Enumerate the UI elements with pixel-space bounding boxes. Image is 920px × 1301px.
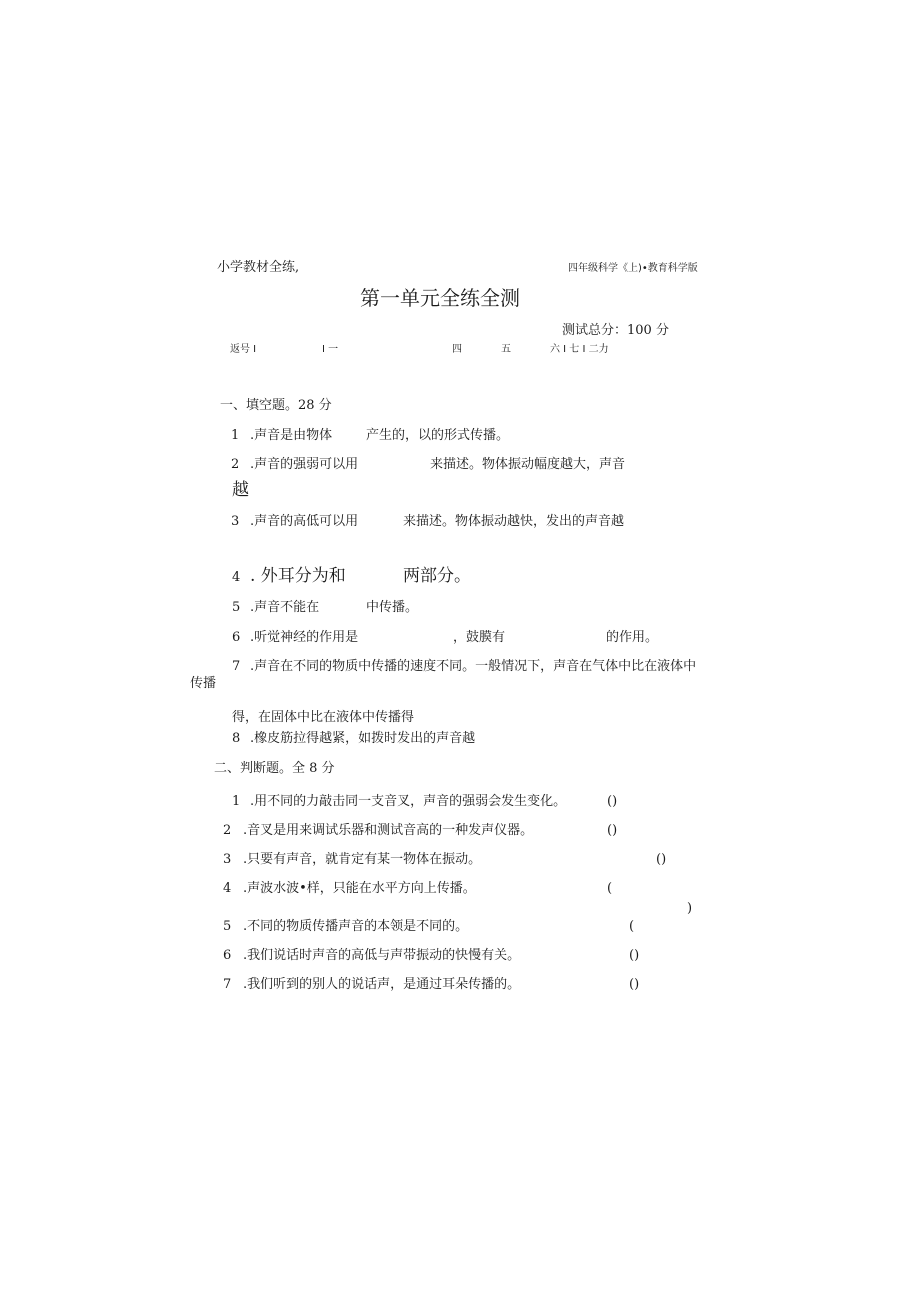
question-text: .用不同的力敲击同一支音叉，声音的强弱会发生变化。 (250, 794, 567, 809)
question-text: .声音是由物体 (250, 428, 333, 443)
question-number: 7 (232, 659, 241, 674)
question-text: .我们说话时声音的高低与声带振动的快慢有关。 (243, 948, 521, 963)
question-text-2: ，鼓膜有 (453, 630, 506, 645)
header-left: 小学教材全练, (217, 260, 300, 275)
question-text: .只要有声音，就肯定有某一物体在振动。 (243, 852, 482, 867)
question-text: .声音的高低可以用 (250, 514, 359, 529)
section1-heading: 一、填空题。28 分 (220, 398, 332, 413)
question-number: 1 (231, 428, 240, 443)
question-number: 1 (232, 794, 241, 809)
total-score: 测试总分：100 分 (562, 323, 669, 338)
page-title: 第一单元全练全测 (360, 286, 520, 310)
question-text-2: 来描述。物体振动幅度越大，声音 (430, 457, 626, 472)
score-table-col-4: 四 (452, 344, 462, 355)
question-text: .听觉神经的作用是 (250, 630, 359, 645)
answer-parentheses[interactable]: ( (607, 881, 613, 896)
question-text: .音叉是用来调试乐器和测试音高的一种发声仪器。 (243, 823, 534, 838)
header-right: 四年级科学《上)•教育科学版 (568, 263, 698, 274)
question-number: 8 (232, 731, 241, 746)
question-continuation-1: 传播 (190, 676, 217, 691)
question-text: .声音不能在 (250, 600, 320, 615)
question-number: 3 (223, 852, 232, 867)
question-text-3: 的作用。 (606, 630, 659, 645)
question-text: .声音在不同的物质中传播的速度不同。一般情况下，声音在气体中比在液体中 (250, 659, 697, 674)
question-text: .我们听到的别人的说话声，是通过耳朵传播的。 (243, 977, 521, 992)
answer-parentheses[interactable]: () (656, 852, 667, 867)
section2-heading: 二、判断题。全 8 分 (214, 761, 335, 776)
score-table-col-6: 六 I 七 I 二力 (550, 344, 609, 355)
question-text: .橡皮筋拉得越紧，如拨时发出的声音越 (250, 731, 476, 746)
question-number: 2 (223, 823, 232, 838)
question-number: 5 (232, 600, 241, 615)
question-text: .声波水波•样，只能在水平方向上传播。 (243, 881, 476, 896)
question-text: .不同的物质传播声音的本领是不同的。 (243, 919, 469, 934)
answer-parentheses-close: ) (687, 901, 693, 916)
question-number: 6 (223, 948, 232, 963)
answer-parentheses[interactable]: () (607, 823, 618, 838)
question-number: 6 (232, 630, 241, 645)
score-table-col-5: 五 (501, 344, 511, 355)
question-number: 4 (232, 570, 241, 585)
question-text-2: 两部分。 (403, 566, 471, 586)
question-text-2: 来描述。物体振动越快，发出的声音越 (403, 514, 625, 529)
question-number: 7 (223, 977, 232, 992)
question-number: 2 (231, 457, 240, 472)
answer-parentheses[interactable]: () (629, 977, 640, 992)
answer-parentheses[interactable]: () (607, 794, 618, 809)
question-number: 4 (223, 881, 232, 896)
score-table-label: 返号 I (230, 344, 257, 355)
question-number: 3 (231, 514, 240, 529)
question-text: .声音的强弱可以用 (250, 457, 359, 472)
score-table-col-1: I 一 (322, 344, 339, 355)
question-number: 5 (223, 919, 232, 934)
answer-parentheses[interactable]: ( (629, 919, 635, 934)
question-text-2: 中传播。 (366, 600, 419, 615)
question-text-2: 产生的，以的形式传播。 (366, 428, 510, 443)
answer-parentheses[interactable]: () (629, 948, 640, 963)
question-continuation-2: 得，在固体中比在液体中传播得 (232, 710, 415, 725)
question-continuation: 越 (232, 480, 249, 500)
question-text: . 外耳分为和 (250, 566, 346, 586)
